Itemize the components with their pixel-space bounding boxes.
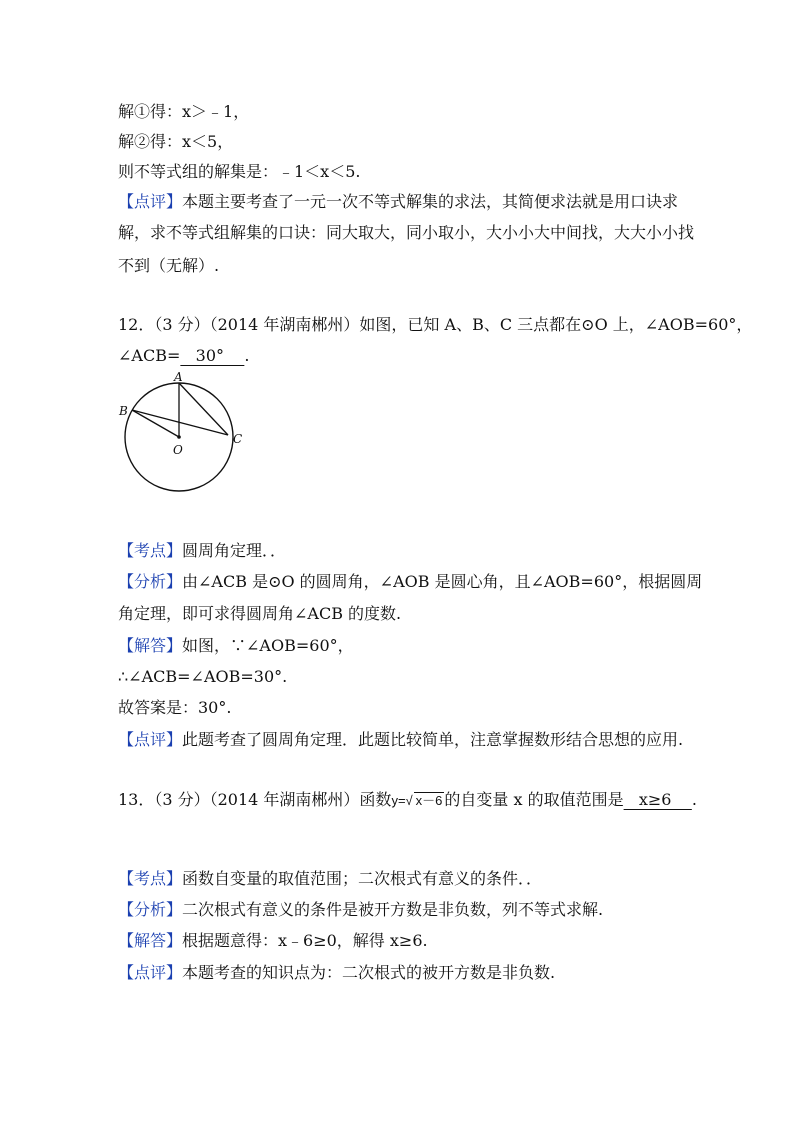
- solution-line-2: 解②得：x＜5，: [118, 132, 234, 151]
- label-b: B: [119, 404, 128, 418]
- comment-tag: 【点评】: [118, 192, 183, 211]
- kaodian-text: 圆周角定理．．: [182, 541, 287, 560]
- q13-kaodian: [118, 868, 542, 890]
- dianping-tag: 【点评】: [118, 963, 183, 982]
- comment-text: 本题主要考查了一元一次不等式解集的求法，其简便求法就是用口诀求: [182, 192, 679, 211]
- q12-dianping: [118, 729, 683, 751]
- q12-jieda-line-2: ∴∠ACB=∠AOB=30°.: [118, 667, 288, 686]
- q12-stem-line-1: 12．（3 分）（2014 年湖南郴州）如图，已知 A、B、C 三点都在⊙O 上，∠AOB=60°，: [118, 315, 753, 334]
- q12-jieda-line-3: 故答案是：30°.: [118, 698, 232, 717]
- solution-line-3: 则不等式组的解集是：﹣1＜x＜5.: [118, 162, 361, 181]
- dianping-text: 此题考查了圆周角定理．此题比较简单，注意掌握数形结合思想的应用.: [182, 730, 684, 749]
- jieda-tag: 【解答】: [118, 636, 183, 655]
- q13-stem: [118, 789, 697, 812]
- q13-stem-suffix: .: [691, 790, 697, 809]
- q13-answer: x≥6: [623, 790, 692, 809]
- label-c: C: [233, 432, 243, 446]
- comment-line-3: 不到（无解）.: [118, 256, 220, 275]
- comment-line-2: 解，求不等式组解集的口诀：同大取大，同小取小，大小小大中间找，大大小小找: [118, 223, 695, 242]
- jieda-tag: 【解答】: [118, 931, 183, 950]
- q13-fenxi: [118, 899, 603, 921]
- label-o: O: [173, 443, 183, 457]
- kaodian-text: 函数自变量的取值范围；二次根式有意义的条件．．: [182, 869, 543, 888]
- fenxi-text: 二次根式有意义的条件是被开方数是非负数，列不等式求解.: [182, 900, 604, 919]
- solution-line-1: 解①得：x＞﹣1，: [118, 102, 250, 121]
- q12-kaodian: [118, 540, 286, 562]
- circle-figure: [116, 372, 256, 497]
- jieda-text: 如图，∵∠AOB=60°，: [182, 636, 354, 655]
- fenxi-tag: 【分析】: [118, 572, 183, 591]
- kaodian-tag: 【考点】: [118, 869, 183, 888]
- formula-lhs: y=: [391, 792, 406, 808]
- center-point: [177, 435, 181, 439]
- q13-jieda: [118, 930, 428, 952]
- q13-dianping: [118, 962, 555, 984]
- segment-ob: [132, 410, 179, 437]
- kaodian-tag: 【考点】: [118, 541, 183, 560]
- sqrt-formula: y=√ x－6: [391, 792, 443, 808]
- segment-bc: [132, 410, 228, 435]
- q12-stem-prefix: ∠ACB=: [118, 346, 181, 365]
- q12-stem-suffix: .: [244, 346, 250, 365]
- segment-ac: [179, 383, 228, 435]
- q12-answer: 30°: [180, 346, 245, 365]
- q13-stem-prefix: 13．（3 分）（2014 年湖南郴州）函数: [118, 790, 392, 809]
- q12-fenxi-line-1: [118, 571, 702, 593]
- label-a: A: [174, 372, 183, 384]
- fenxi-text: 由∠ACB 是⊙O 的圆周角，∠AOB 是圆心角，且∠AOB=60°，根据圆周: [182, 572, 703, 591]
- jieda-text: 根据题意得：x﹣6≥0，解得 x≥6.: [182, 931, 428, 950]
- dianping-tag: 【点评】: [118, 730, 183, 749]
- q12-fenxi-line-2: 角定理，即可求得圆周角∠ACB 的度数.: [118, 604, 402, 623]
- fenxi-tag: 【分析】: [118, 900, 183, 919]
- formula-radicand: x－6: [415, 792, 443, 808]
- q12-stem-line-2: [118, 345, 249, 367]
- comment-line-1: [118, 191, 678, 213]
- q12-jieda-line-1: [118, 635, 354, 657]
- dianping-text: 本题考查的知识点为：二次根式的被开方数是非负数.: [182, 963, 556, 982]
- q13-stem-mid: 的自变量 x 的取值范围是: [444, 790, 624, 809]
